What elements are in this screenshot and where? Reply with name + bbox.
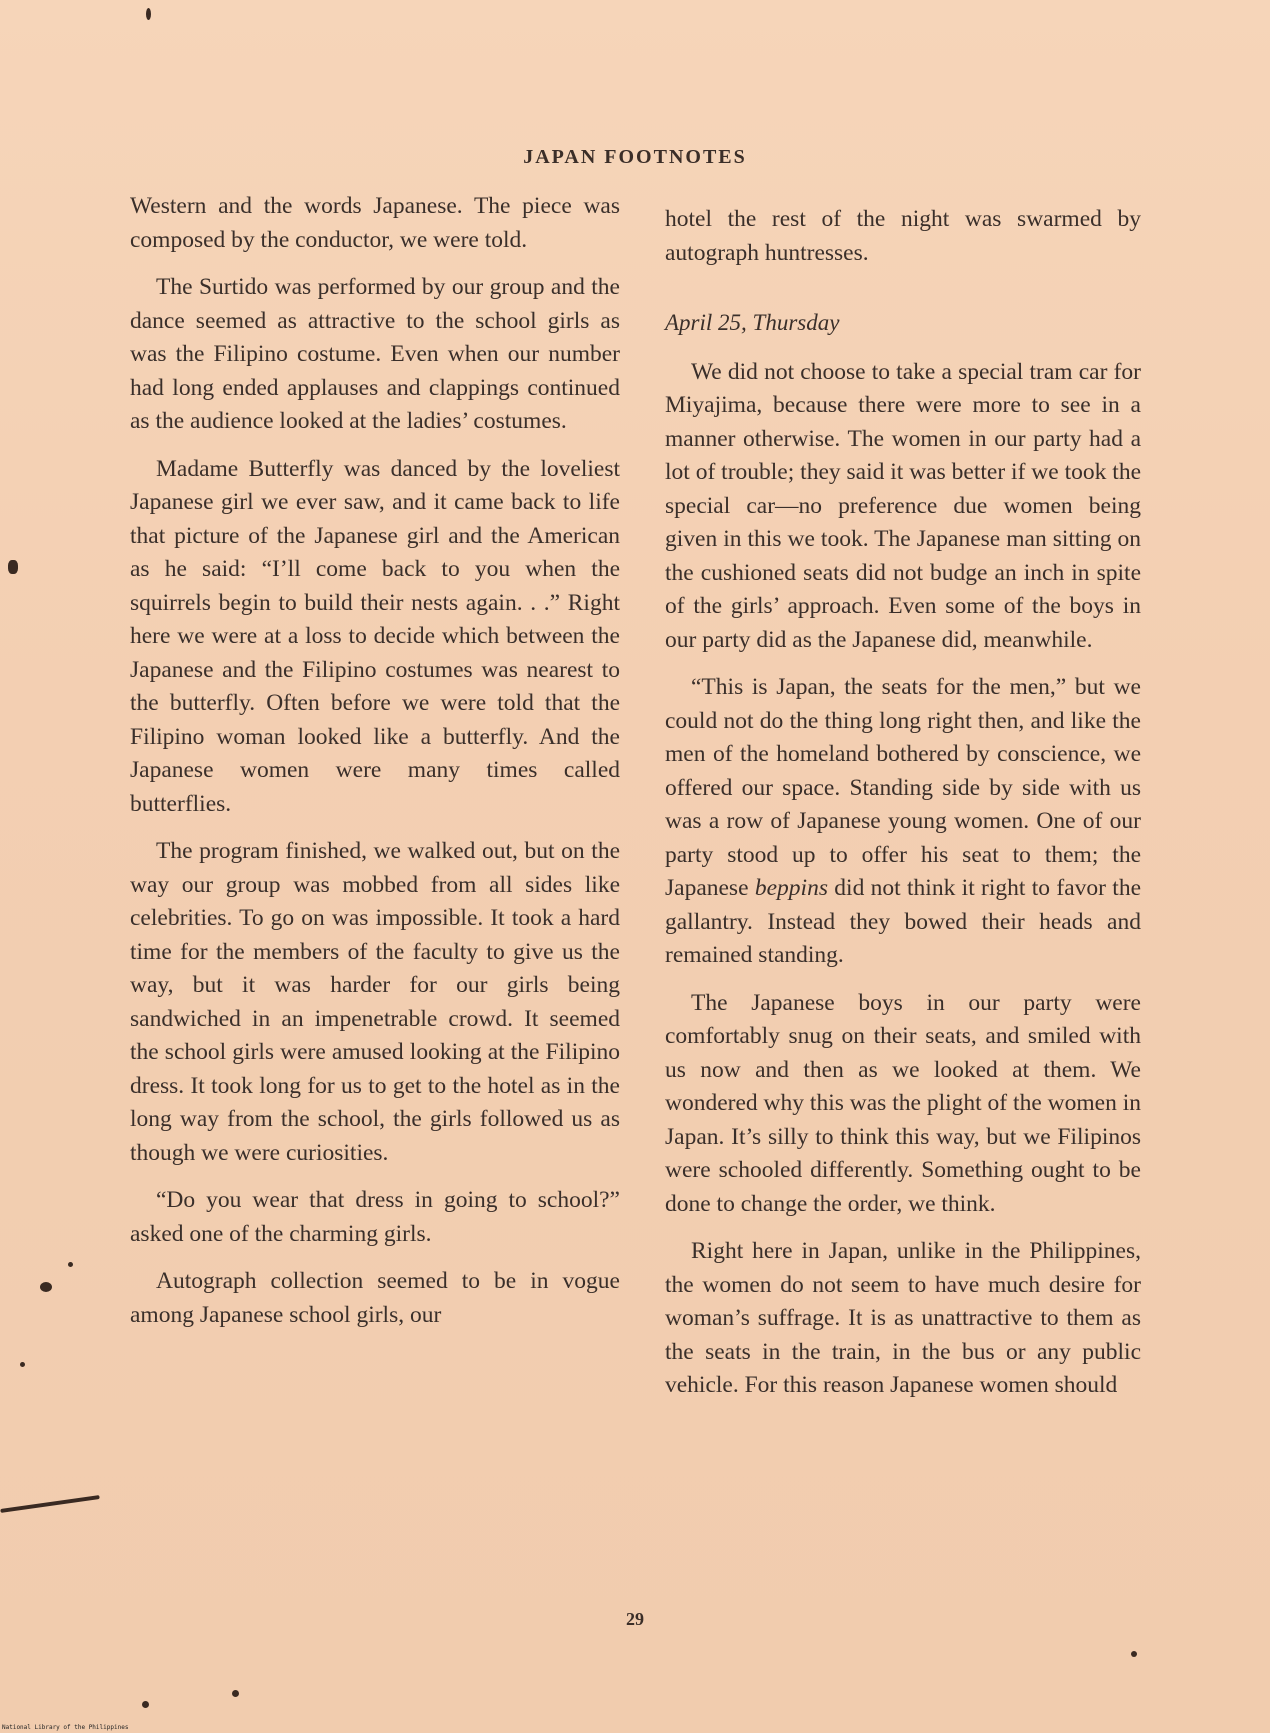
paragraph: Autograph collection seemed to be in vogue among Japanese school girls, our: [130, 1268, 620, 1328]
paragraph: The program finished, we walked out, but on the way our group was mobbed from all sides like celebrities. To go on was impossible. It took a hard time for the members of the faculty to give us the way, but it was harder for our girls being sandwiched in an impenetrable crowd. It seemed the school girls were amused looking at the Filipino dress. It took long for us to get to the hotel as in the long way from the school, the girls followed us as though we were curiosities.: [130, 838, 620, 1166]
paragraph-text: “This is Japan, the seats for the men,” but we could not do the thing long right then, and like the men of the homeland bothered by conscience, we offered our space. Standing side by side with us was a row of Japanese young women. One of our party stood up to offer his seat to them; the Japanese: [665, 674, 1141, 901]
paragraph: We did not choose to take a special tram car for Miyajima, because there were more to see in a manner otherwise. The women in our party had a lot of trouble; they said it was better if we took the special car—no preference due women being given in this we took. The Japanese man sitting on the cushioned seats did not budge an inch in spite of the girls’ approach. Even some of the boys in our party did as the Japanese did, meanwhile.: [665, 358, 1141, 653]
paragraph: [665, 671, 1141, 973]
ink-speck: [8, 560, 18, 574]
ink-speck: [142, 1701, 149, 1708]
ink-speck: [1131, 1651, 1137, 1657]
ink-speck: [40, 1282, 52, 1292]
paragraph-text: did not think it right to favor the gallantry. Instead they bowed their heads and remained standing.: [665, 875, 1141, 968]
footer-credit: National Library of the Philippines: [2, 1724, 129, 1731]
ink-speck: [146, 8, 151, 20]
paragraph: The Japanese boys in our party were comfortably snug on their seats, and smiled with us now and then as we looked at them. We wondered why this was the plight of the women in Japan. It’s silly to think this way, but we Filipinos were schooled differently. Something ought to be done to change the order, we think.: [665, 989, 1141, 1217]
page-number: 29: [626, 1609, 644, 1629]
date-heading: April 25, Thursday: [665, 310, 840, 335]
paragraph: Right here in Japan, unlike in the Philippines, the women do not seem to have much desire for woman’s suffrage. It is as unattractive to them as the seats in the train, in the bus or any public vehicle. For this reason Japanese women should: [665, 1238, 1141, 1398]
ink-speck: [232, 1690, 239, 1697]
paragraph: hotel the rest of the night was swarmed by autograph huntresses.: [665, 206, 1141, 266]
left-column: [130, 190, 620, 1346]
ink-speck: [68, 1262, 73, 1267]
ink-speck: [20, 1362, 25, 1367]
italic-term: beppins: [754, 875, 828, 901]
paragraph: “Do you wear that dress in going to school?” asked one of the charming girls.: [130, 1187, 620, 1247]
page-title: JAPAN FOOTNOTES: [523, 146, 747, 168]
right-column: [665, 203, 1141, 1417]
paragraph: Madame Butterfly was danced by the loveliest Japanese girl we ever saw, and it came back to life that picture of the Japanese girl and the American as he said: “I’ll come back to you when the squirrels begin to build their nests again. . .” Right here we were at a loss to decide which between the Japanese and the Filipino costumes was nearest to the butterfly. Often before we were told that the Filipino woman looked like a butterfly. And the Japanese women were many times called butterflies.: [130, 455, 620, 817]
paragraph: Western and the words Japanese. The piece was composed by the conductor, we were told.: [130, 193, 620, 253]
ink-speck: [0, 1495, 100, 1513]
paragraph: The Surtido was performed by our group and the dance seemed as attractive to the school girls as was the Filipino costume. Even when our number had long ended applauses and clappings continued as the audience looked at the ladies’ costumes.: [130, 274, 620, 434]
